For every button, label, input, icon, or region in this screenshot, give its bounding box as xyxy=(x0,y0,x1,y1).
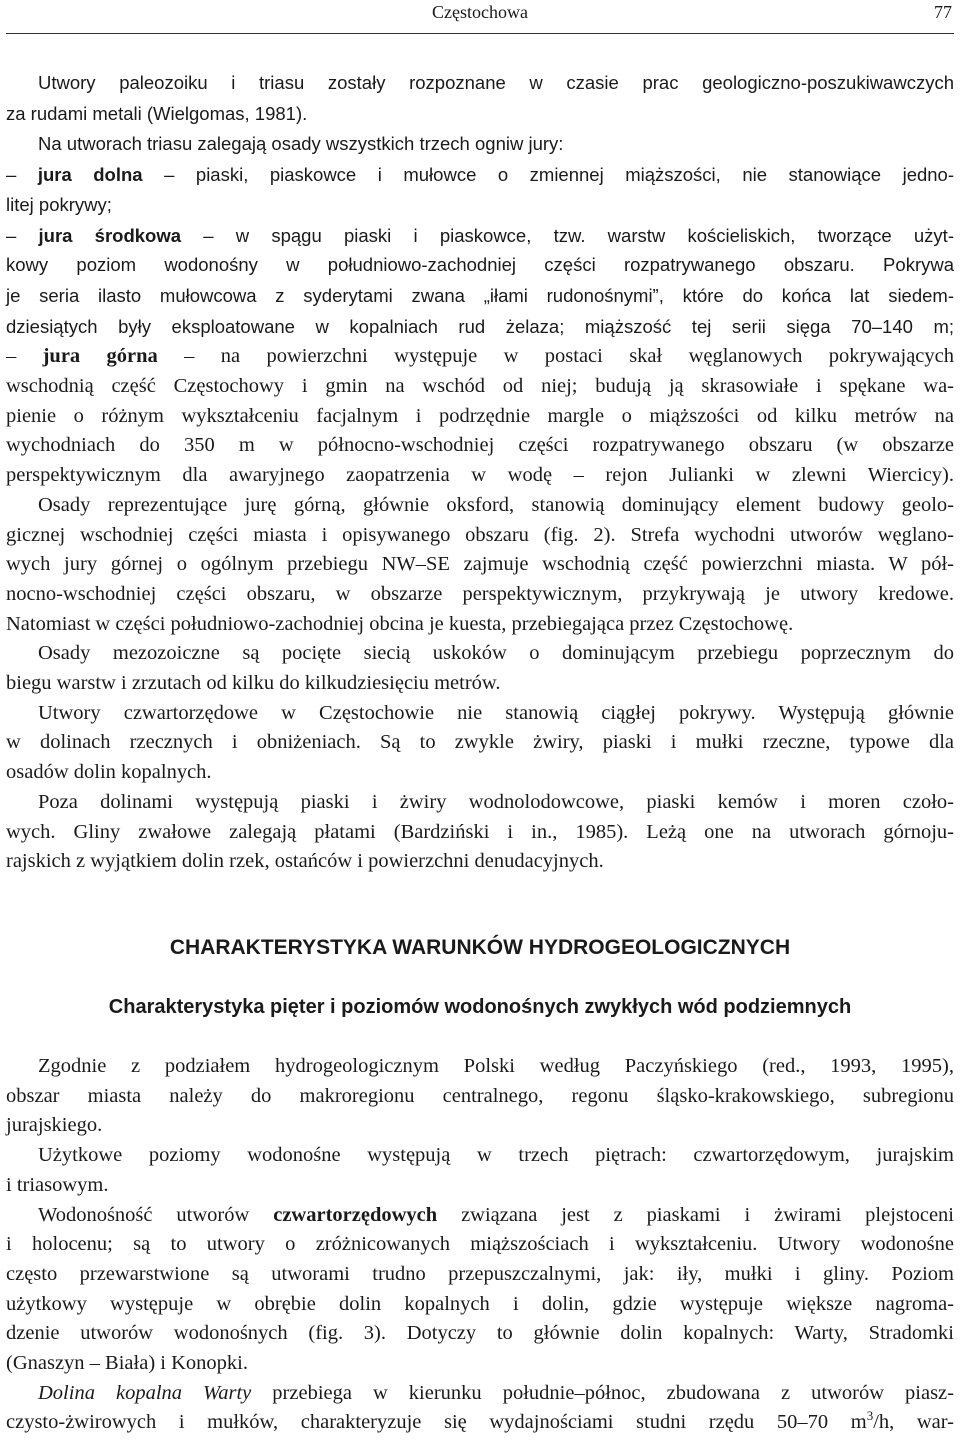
text-line: nocno-wschodniej części obszaru, w obszarze perspektywicznym, przykrywają je utwory kredowe. xyxy=(6,582,954,605)
text-line: Użytkowe poziomy wodonośne występują w trzech piętrach: czwartorzędowym, jurajskim xyxy=(38,1144,954,1167)
running-title: Częstochowa xyxy=(432,2,528,22)
text-line: osadów dolin kopalnych. xyxy=(6,761,212,784)
text-line: Utwory paleozoiku i triasu zostały rozpoznane w czasie prac geologiczno-poszukiwawczych xyxy=(38,72,954,93)
section-heading: CHARAKTERYSTYKA WARUNKÓW HYDROGEOLOGICZNYCH xyxy=(169,936,791,959)
subsection-heading: Charakterystyka pięter i poziomów wodonośnych zwykłych wód podziemnych xyxy=(108,996,852,1018)
text-line: użytkowy występuje w obrębie dolin kopalnych i dolin, gdzie występuje większe nagroma- xyxy=(6,1292,954,1315)
text-line: czysto-żwirowych i mułków, charakteryzuje się wydajnościami studni rzędu 50–70 $m^3/h$, war- xyxy=(6,1408,954,1434)
text-line: biegu warstw i zrzutach od kilku do kilkudziesięciu metrów. xyxy=(6,672,501,695)
text-line: w dolinach rzecznych i obniżeniach. Są to zwykle żwiry, piaski i mułki rzeczne, typowe dla xyxy=(6,731,954,754)
text-line: rajskich z wyjątkiem dolin rzek, ostańców i powierzchni denudacyjnych. xyxy=(6,850,604,873)
text-line: dzenie utworów wodonośnych (fig. 3). Dotyczy to głównie dolin kopalnych: Warty, Stradomki xyxy=(6,1322,954,1345)
text-line: Zgodnie z podziałem hydrogeologicznym Polski według Paczyńskiego (red., 1993, 1995), xyxy=(38,1055,954,1077)
text-line: pienie o różnym wykształceniu facjalnym i podrzędnie margle o miąższości od kilku metrów na xyxy=(6,404,954,427)
text-line: kowy poziom wodonośny w południowo-zachodniej części rozpatrywanego obszaru. Pokrywa xyxy=(6,254,954,276)
text-line: wschodnią część Częstochowy i gmin na wschód od niej; budują ją skrasowiałe i spękane wa- xyxy=(6,375,954,398)
text-line: Wodonośność utworów czwartorzędowych związana jest z piaskami i żwirami plejstoceni xyxy=(38,1203,954,1226)
list-item-jura-gorna: – jura górna – na powierzchni występuje w postaci skał węglanowych pokrywających xyxy=(6,345,954,368)
text-line: litej pokrywy; xyxy=(6,193,112,215)
text-line: wych jury górnej o ogólnym przebiegu NW–SE zajmuje wschodnią część powierzchni miasta. W pół- xyxy=(6,553,954,576)
text-line: i holocenu; są to utwory o zróżnicowanych miąższościach i wykształceniu. Utwory wodonośne xyxy=(6,1233,954,1256)
text-line: perspektywicznym dla awaryjnego zaopatrzenia w wodę – rejon Julianki w zlewni Wiercicy). xyxy=(6,464,954,487)
text-line: i triasowym. xyxy=(6,1173,109,1196)
text-line: Dolina kopalna Warty przebiega w kierunku południe–północ, zbudowana z utworów piasz- xyxy=(38,1381,954,1404)
text-line: Osady mezozoiczne są pocięte siecią uskoków o dominującym przebiegu poprzecznym do xyxy=(38,642,954,665)
text-line: jurajskiego. xyxy=(6,1114,103,1137)
text-line: obszar miasta należy do makroregionu centralnego, regonu śląsko-krakowskiego, subregionu xyxy=(6,1084,954,1107)
geology-text xyxy=(6,68,954,877)
text-line: Poza dolinami występują piaski i żwiry wodnolodowcowe, piaski kemów i moren czoło- xyxy=(38,790,954,813)
text-line: Na utworach triasu zalegają osady wszystkich trzech ogniw jury: xyxy=(38,133,564,155)
text-line: często przewarstwione są utworami trudno przepuszczalnymi, jak: iły, mułki i gliny. Poziom xyxy=(6,1262,954,1285)
list-item-jura-dolna: – jura dolna – piaski, piaskowce i mułowce o zmiennej miąższości, nie stanowiące jedno- xyxy=(6,164,955,186)
text-line: Utwory czwartorzędowe w Częstochowie nie stanowią ciągłej pokrywy. Występują głównie xyxy=(38,701,954,724)
text-line: za rudami metali (Wielgomas, 1981). xyxy=(6,102,308,124)
text-line: wychodniach do 350 m w północno-wschodniej części rozpatrywanego obszaru (w obszarze xyxy=(6,434,954,457)
text-line: gicznej wschodniej części miasta i opisywanego obszaru (fig. 2). Strefa wychodni utworów węglano- xyxy=(6,523,954,546)
text-line: wych. Gliny zwałowe zalegają płatami (Bardziński i in., 1985). Leżą one na utworach górnoju- xyxy=(6,820,954,843)
text-line: je seria ilasto mułowcowa z syderytami zwana „iłami rudonośnymi”, które do końca lat siedem- xyxy=(6,284,954,306)
running-header xyxy=(6,0,954,34)
text-line: Osady reprezentujące jurę górną, głównie oksford, stanowią dominujący element budowy geolo- xyxy=(38,493,954,516)
text-line: (Gnaszyn – Biała) i Konopki. xyxy=(6,1352,248,1375)
hydro-text xyxy=(6,1052,954,1438)
text-line: Natomiast w części południowo-zachodniej obcina je kuesta, przebiegająca przez Częstochowę. xyxy=(6,612,794,635)
page-number: 77 xyxy=(934,2,952,22)
text-line: dziesiątych były eksploatowane w kopalniach rud żelaza; miąższość tej serii sięga 70–140 m; xyxy=(6,315,954,337)
list-item-jura-srodkowa: – jura środkowa – w spągu piaski i piaskowce, tzw. warstw kościeliskich, tworzące użyt- xyxy=(6,224,954,246)
